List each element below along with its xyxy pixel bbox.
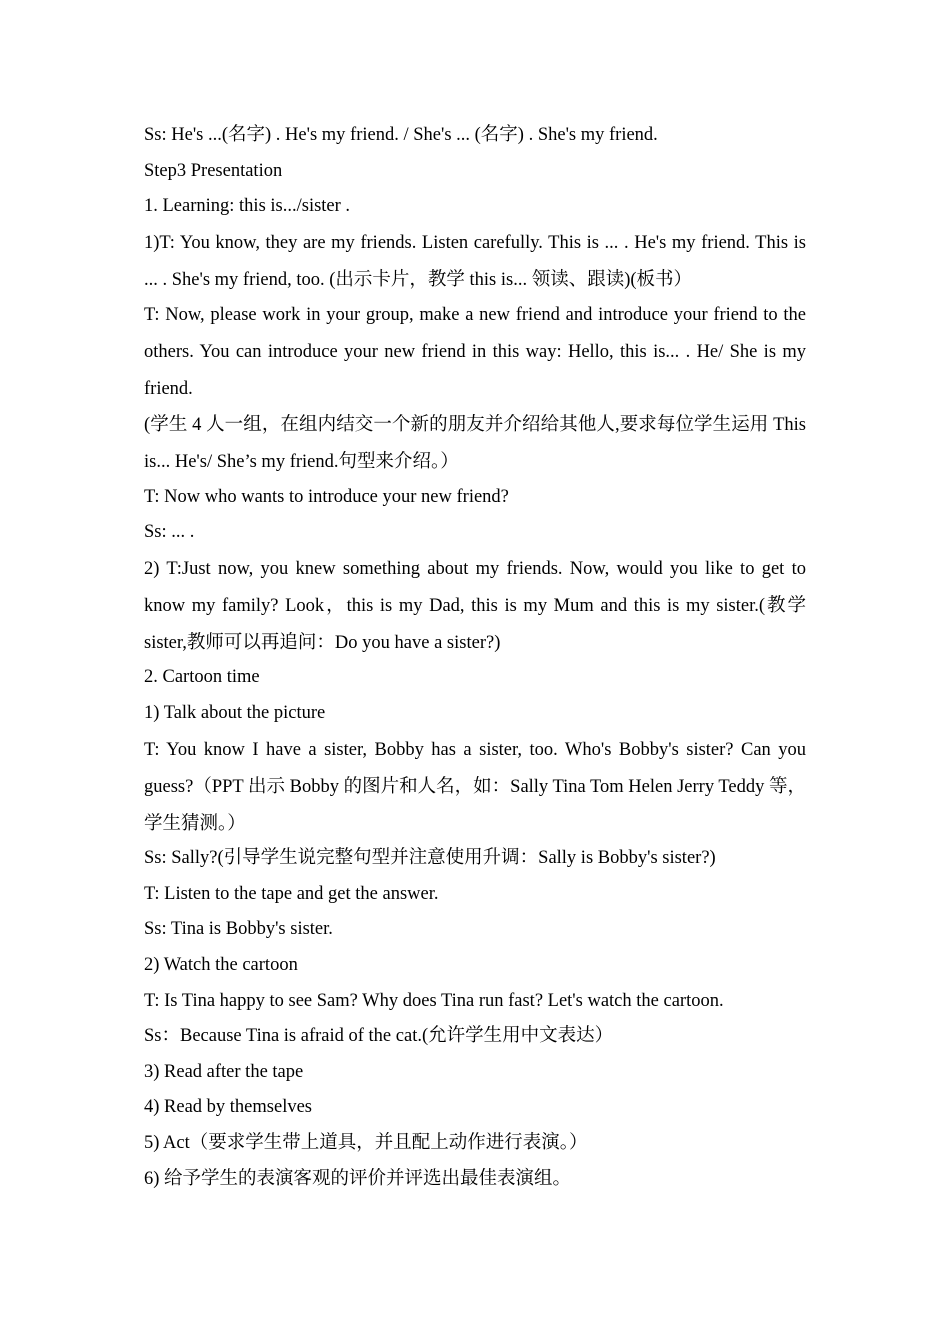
paragraph-teacher-bobby-sister: T: You know I have a sister, Bobby has a sister, too. Who's Bobby's sister? Can you guess?（PPT 出示 Bobby 的图片和人名，如：Sally Tina Tom Helen Jerry Teddy 等，学生猜测。） — [144, 739, 806, 834]
document-page — [144, 118, 806, 1197]
dialogue-line-ss-intro: Ss: He's ...(名字) . He's my friend. / She's ... (名字) . She's my friend. — [144, 125, 658, 145]
step-evaluation: 6) 给予学生的表演客观的评价并评选出最佳表演组。 — [144, 1168, 572, 1189]
dialogue-line-ss-response: Ss: ... . — [144, 522, 195, 543]
paragraph-teacher-family: 2) T:Just now, you knew something about my friends. Now, would you like to get to know my family? Look，this is my Dad, this is my Mum and this is my sister.(教学 sister,教师可以再追问：Do you have a sister?) — [144, 558, 806, 653]
step-read-by-themselves: 4) Read by themselves — [144, 1097, 312, 1118]
dialogue-line-teacher-tina-happy: T: Is Tina happy to see Sam? Why does Tina run fast? Let's watch the cartoon. — [144, 990, 724, 1011]
step-watch-cartoon: 2) Watch the cartoon — [144, 954, 298, 975]
step-talk-about-picture: 1) Talk about the picture — [144, 703, 326, 723]
paragraph-teacher-intro-friends: 1)T: You know, they are my friends. Listen carefully. This is ... . He's my friend. This is ... . She's my friend, too. (出示卡片，教学 this is... 领读、跟读)(板书） — [144, 232, 806, 290]
dialogue-line-teacher-who-wants: T: Now who wants to introduce your new friend? — [144, 486, 509, 507]
section-heading-learning: 1. Learning: this is.../sister . — [144, 196, 351, 217]
paragraph-teacher-group-work: T: Now, please work in your group, make a new friend and introduce your friend to the others. You can introduce your new friend in this way: Hello, this is... . He/ She is my friend. — [144, 305, 806, 400]
step-act: 5) Act（要求学生带上道具，并且配上动作进行表演。） — [144, 1132, 588, 1153]
dialogue-line-teacher-listen: T: Listen to the tape and get the answer. — [144, 883, 439, 904]
step-read-after-tape: 3) Read after the tape — [144, 1061, 304, 1082]
dialogue-line-ss-sally: Ss: Sally?(引导学生说完整句型并注意使用升调：Sally is Bobby's sister?) — [144, 848, 716, 869]
section-heading-cartoon-time: 2. Cartoon time — [144, 667, 260, 688]
dialogue-line-ss-because: Ss：Because Tina is afraid of the cat.(允许学生用中文表达） — [144, 1026, 614, 1047]
step-heading-presentation: Step3 Presentation — [144, 160, 283, 181]
paragraph-group-instruction-note: (学生 4 人一组，在组内结交一个新的朋友并介绍给其他人,要求每位学生运用 This is... He's/ She’s my friend.句型来介绍。） — [144, 415, 806, 472]
dialogue-line-ss-tina: Ss: Tina is Bobby's sister. — [144, 919, 333, 940]
